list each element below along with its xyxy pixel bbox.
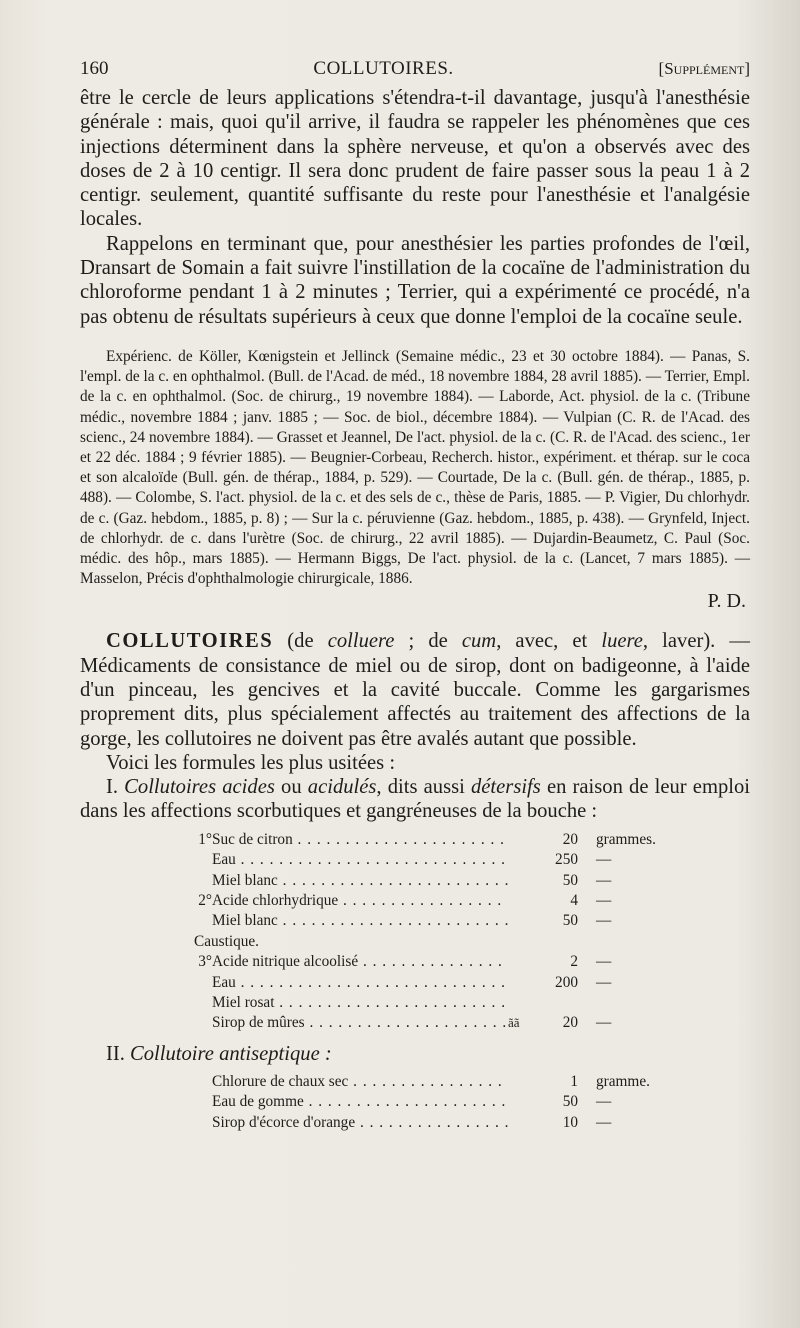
formulas-intro: Voici les formules les plus usitées : — [106, 751, 396, 774]
formula-number: 1° — [198, 830, 212, 848]
unit: — — [596, 871, 612, 889]
quantity: 250 — [555, 851, 578, 869]
formula-row — [80, 911, 750, 931]
formula-row — [80, 952, 750, 972]
caustique-note: Caustique. — [194, 932, 260, 950]
ingredient-name: Eau . . . — [212, 850, 508, 870]
page-number: 160 — [80, 58, 109, 79]
definition: Médicaments de consistance de miel ou de sirop, dont on badigeonne, à l'aide d'un pinceau, les gencives et la cavité buccale. Comme les gargarismes proprement dits, plus spécialement affectés au traitement des affections de la gorge, les collutoires ne doivent pas être avalés autant que possible. — [80, 654, 750, 750]
etymology-word: colluere — [327, 630, 395, 653]
unit: — — [596, 1113, 612, 1131]
etymology-text: , laver). — — [642, 630, 751, 653]
ingredient-name: Miel blanc . . . — [212, 871, 508, 891]
ingredient-name: Acide nitrique alcoolisé . . . — [212, 952, 508, 972]
formula-number: 3° — [198, 953, 212, 971]
formula-row — [80, 1013, 750, 1033]
ingredient-name: Sirop d'écorce d'orange . . . — [212, 1113, 508, 1133]
unit: — — [596, 1014, 612, 1032]
ingredient-name: Miel blanc . . . — [212, 911, 508, 931]
etymology-text: , avec, et — [496, 630, 602, 653]
quantity: 20 — [562, 1014, 578, 1032]
section-title: Collutoires acides — [124, 776, 275, 799]
section-title: détersifs — [471, 776, 541, 799]
etymology-word: cum — [461, 630, 497, 653]
ingredient-name: Acide chlorhydrique . . . — [212, 891, 508, 911]
formula-row — [80, 891, 750, 911]
formula-number: 2° — [198, 891, 212, 909]
quantity: 50 — [562, 912, 578, 930]
formula-row — [80, 1113, 750, 1133]
section-title: Collutoire antiseptique : — [130, 1042, 332, 1065]
formula-row — [80, 1072, 750, 1092]
unit: — — [596, 1093, 612, 1111]
aa-mark: ãã — [508, 1015, 520, 1031]
ingredient-name: Eau de gomme . . . — [212, 1092, 508, 1112]
formula-row — [80, 830, 750, 850]
unit: gramme. — [596, 1072, 650, 1090]
quantity: 20 — [562, 830, 578, 848]
unit: — — [596, 953, 612, 971]
formula-row — [80, 850, 750, 870]
unit: — — [596, 851, 612, 869]
ingredient-name: Eau . . . — [212, 973, 508, 993]
formula-row — [80, 993, 750, 1013]
section-text: , dits aussi — [376, 776, 471, 799]
ingredient-name: Miel rosat . . . — [212, 993, 508, 1013]
running-header — [80, 58, 750, 86]
quantity: 4 — [570, 891, 578, 909]
section-label: [Supplément] — [658, 59, 750, 78]
unit: grammes. — [596, 830, 656, 848]
formula-row — [80, 973, 750, 993]
etymology-text: (de — [273, 630, 328, 653]
quantity: 200 — [555, 973, 578, 991]
ingredient-name: Suc de citron . . . — [212, 830, 508, 850]
formulas-table-II — [80, 1072, 750, 1133]
section-II-heading — [80, 1042, 750, 1066]
quantity: 2 — [570, 953, 578, 971]
unit: — — [596, 973, 612, 991]
quantity: 50 — [562, 1093, 578, 1111]
author-signature: P. D. — [707, 590, 746, 613]
ingredient-name: Chlorure de chaux sec . . . — [212, 1072, 508, 1092]
etymology-word: luere — [601, 630, 643, 653]
entry-collutoires — [80, 629, 750, 750]
formula-row — [80, 871, 750, 891]
bibliography: Expérienc. de Köller, Kœnigstein et Jellinck (Semaine médic., 23 et 30 octobre 1884). — Panas, S. l'empl. de la c. en ophthalmol. (Bull. de l'Acad. de méd., 18 novembre 1884, 28 avril 1885). — Terrier, Empl. de la c. en ophthalmol. (Soc. de chirurg., 19 novembre 1884). — Laborde, Act. physiol. de la c. (Tribune médic., novembre 1884 ; janv. 1885 ; — Soc. de biol., décembre 1884). — Vulpian (C. R. de l'Acad. des scienc., 24 novembre 1884). — Grasset et Jeannel, De l'act. physiol. de la c. (C. R. de l'Acad. des scienc., 1er et 22 déc. 1884 ; 9 février 1885). — Beugnier-Corbeau, Recherch. histor., expériment. et thérap. sur le coca et son alcaloïde (Bull. gén. de thérap., 1884, p. 529). — Courtade, De la c. (Bull. gén. de thérap., 1885, p. 488). — Colombe, S. l'act. physiol. de la c. et des sels de c., thèse de Paris, 1885. — P. Vigier, Du chlorhydr. de c. (Gaz. hebdom., 1885, p. 8) ; — Sur la c. péruvienne (Gaz. hebdom., 1885, p. 438). — Grynfeld, Inject. de chlorhydr. de c. dans l'urètre (Soc. de chirurg., 22 avril 1885). — Dujardin-Beaumetz, C. Paul (Soc. médic. des hôp., mars 1885). — Hermann Biggs, De l'act. physiol. de la c. (Lancet, 7 mars 1885). — Masselon, Précis d'ophthalmologie chirurgicale, 1886. — [80, 347, 750, 588]
running-title: COLLUTOIRES. — [313, 58, 454, 79]
ingredient-name: Sirop de mûres . . . — [212, 1013, 508, 1033]
formulas-table-I — [80, 830, 750, 1034]
paragraph-1: être le cercle de leurs applications s'étendra-t-il davantage, jusqu'à l'anesthésie générale : mais, quoi qu'il arrive, il faudra se rappeler les phénomènes que ces injections déterminent dans la sphère nerveuse, et qu'on a observés avec des doses de 2 à 10 centigr. Il sera donc prudent de faire passer sous la peau 1 à 2 centigr. seulement, quantité suffisante du reste pour l'anesthésie et l'analgésie locales. — [80, 87, 750, 231]
etymology-text: ; de — [394, 630, 462, 653]
formula-note-row — [80, 932, 750, 952]
unit: — — [596, 891, 612, 909]
formula-row — [80, 1092, 750, 1112]
section-number: I. — [106, 776, 125, 799]
headword: COLLUTOIRES — [106, 630, 274, 653]
unit: — — [596, 912, 612, 930]
section-text: ou — [274, 776, 308, 799]
quantity: 50 — [562, 871, 578, 889]
section-I-heading — [80, 775, 750, 824]
section-title: acidulés — [307, 776, 377, 799]
quantity: 1 — [570, 1072, 578, 1090]
section-number: II. — [106, 1042, 131, 1065]
section-text: en raison de leur emploi dans les affections scorbutiques et gangréneuses de la bouche : — [80, 776, 751, 823]
quantity: 10 — [562, 1113, 578, 1131]
paragraph-2: Rappelons en terminant que, pour anesthésier les parties profondes de l'œil, Dransart de Somain a fait suivre l'instillation de la cocaïne de l'administration du chloroforme pendant 1 à 2 minutes ; Terrier, qui a expérimenté ce procédé, n'a pas obtenu de résultats supérieurs à ceux que donne l'emploi de la cocaïne seule. — [80, 232, 750, 328]
